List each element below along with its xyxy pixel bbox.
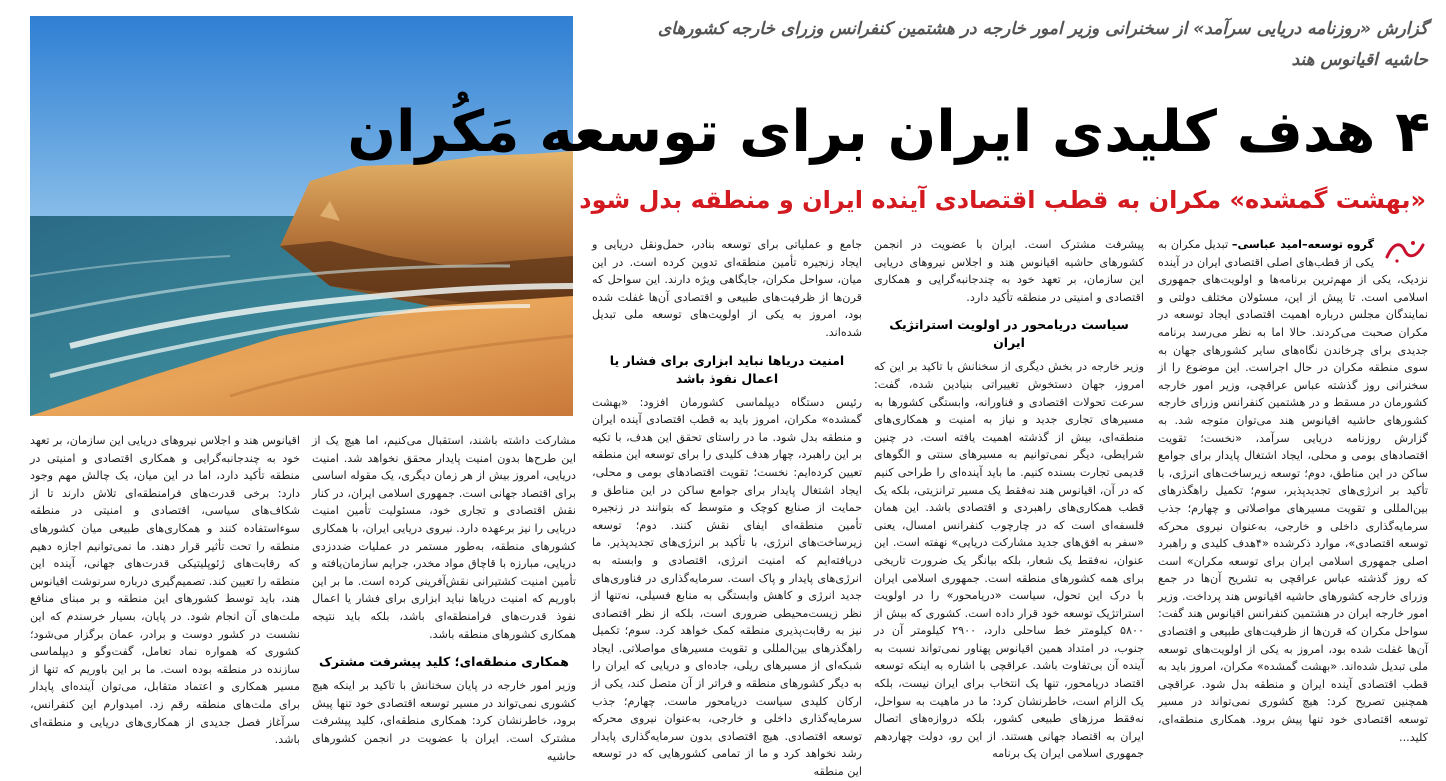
makran-coast-photo [30, 16, 573, 416]
article-headline: ۴ هدف کلیدی ایران برای توسعه مَکُران [347, 99, 1430, 165]
section-heading-regional-cooperation: همکاری منطقه‌ای؛ کلید پیشرفت مشترک [319, 654, 569, 670]
article-subheadline: «بهشت گمشده» مکران به قطب اقتصادی آینده ایران و منطقه بدل شود [579, 186, 1426, 214]
article-byline: گروه توسعه–امید عباسی– [1231, 238, 1374, 251]
newspaper-logo [1382, 236, 1428, 266]
text-column-4 [312, 432, 576, 763]
beach-cliff-image [30, 16, 573, 416]
column-2-intro: پیشرفت مشترک است. ایران با عضویت در انجمن کشورهای حاشیه اقیانوس هند و اجلاس نیروهای دریایی این سازمان، بر تعهد خود به چندجانبه‌گرایی و همکاری اقتصادی و امنیتی در منطقه تأکید دارد. [874, 238, 1144, 304]
article-preheader: گزارش «روزنامه دریایی سرآمد» از سخنرانی وزیر امور خارجه در هشتمین کنفرانس وزرای خارجه کشورهای حاشیه اقیانوس هند [657, 19, 1428, 70]
section-heading-maritime-policy: سیاست دریامحور در اولویت استراتژیک ایران [889, 317, 1129, 351]
column-3-intro: جامع و عملیاتی برای توسعه بنادر، حمل‌ونقل دریایی و ایجاد زنجیره تأمین منطقه‌ای تدوین کرده است. در این میان، سواحل مکران، جایگاهی ویژه دارند. این سواحل که قرن‌ها از ظرفیت‌های طبیعی و اقتصادی آن‌ها غفلت شده بود، امروز به یکی از اولویت‌های توسعه ملی تبدیل شده‌اند. [592, 238, 862, 339]
column-2-body: وزیر خارجه در بخش دیگری از سخنانش با تاکید بر این که امروز، جهان دستخوش تغییراتی بنیادین شده، گفت: سرعت تحولات اقتصادی و فناورانه، وابستگی کشورها به مسیرهای تجاری جدید و نیاز به امنیت و همکاری‌های منطقه‌ای، بیش از گذشته اهمیت یافته است. در چنین شرایطی، دیگر نمی‌توانیم به مسیرهای سنتی و الگوهای قدیمی تجارت بسنده کنیم. ما باید آینده‌ای را طراحی کنیم که در آن، اقیانوس هند نه‌فقط یک مسیر ترانزیتی، بلکه یک قطب همکاری‌های راهبردی و اقتصادی باشد. این همان فلسفه‌ای است که در چارچوب کنفرانس امسال، یعنی «سفر به افق‌های جدید مشارکت دریایی» نهفته است. این عنوان، نه‌فقط یک شعار، بلکه بیانگر یک ضرورت تاریخی برای همه کشورهای منطقه است. جمهوری اسلامی ایران با درک این تحول، سیاست «دریامحور» را در اولویت استراتژیک توسعه خود قرار داده است. کشوری که بیش از ۵۸۰۰ کیلومتر خط ساحلی دارد، ۲۹۰۰ کیلومتر آن در جنوب، در امتداد همین اقیانوس پهناور نمی‌تواند نسبت به آینده آن بی‌تفاوت باشد. عراقچی با اشاره به اینکه توسعه اقتصاد دریامحور، تنها یک انتخاب برای ایران نیست، بلکه یک الزام است، خاطرنشان کرد: ما در ماهیت به سواحل، نه‌فقط مرزهای طبیعی کشور، بلکه دروازه‌های اتصال ایران به اقتصاد جهانی هستند. از این رو، دولت چهاردهم جمهوری اسلامی ایران یک برنامه [874, 360, 1145, 761]
column-5-text: اقیانوس هند و اجلاس نیروهای دریایی این سازمان، بر تعهد خود به چندجانبه‌گرایی و همکاری اقتصادی و امنیتی در منطقه تأکید دارد، اما در این میان، یک چالش مهم وجود دارد: برخی قدرت‌های فرامنطقه‌ای تلاش دارند تا از شکاف‌های سیاسی، اقتصادی و امنیتی در منطقه سوءاستفاده کنند و همکاری‌های طبیعی میان کشورهای منطقه را تحت تأثیر قرار دهند. ما نمی‌توانیم اجازه دهیم که رقابت‌های ژئوپلیتیکی قدرت‌های جهانی، آینده این منطقه را تعیین کند. تصمیم‌گیری درباره سرنوشت اقیانوس هند، باید توسط کشورهای این منطقه و بر مبنای منافع ملت‌های آن انجام شود. در پایان، بسیار خرسندم که این نشست در کشور دوست و برادر، عمان برگزار می‌شود؛ کشوری که همواره نماد تعامل، گفت‌وگو و دیپلماسی سازنده در منطقه بوده است. ما بر این باوریم که تنها از مسیر همکاری و اعتماد متقابل، می‌توان آینده‌ای پایدار برای ملت‌های منطقه رقم زد. امیدوارم این کنفرانس، سرآغاز فصل جدیدی از همکاری‌های دریایی و منطقه‌ای باشد. [29, 434, 300, 747]
column-4-body: وزیر امور خارجه در پایان سخنانش با تاکید بر اینکه هیچ کشوری نمی‌تواند در مسیر توسعه اقتصادی خود تنها پیش برود، خاطرنشان کرد: همکاری منطقه‌ای، کلید پیشرفت مشترک است. ایران با عضویت در انجمن کشورهای حاشیه [312, 679, 576, 763]
column-1-text: تبدیل مکران به یکی از قطب‌های اصلی اقتصادی ایران در آینده نزدیک، یکی از مهم‌ترین برنامه‌ها و اولویت‌های جمهوری اسلامی است. تا پیش از این، مسئولان مختلف دولتی و نمایندگان مجلس درباره اهمیت اقتصادی ایجاد توسعه در مکران صحبت می‌کردند. حالا اما به نظر می‌رسد برنامه جدیدی برای چرخاندن نگاه‌های سایر کشورهای جهان به سوی منطقه مکران در حال اجراست. این موضوع را از سخنرانی روز گذشته عباس عراقچی، وزیر امور خارجه کشورمان در مسقط و در هشتمین کنفرانس وزرای خارجه کشورهای حاشیه اقیانوس هند می‌توان متوجه شد. به گزارش روزنامه دریایی سرآمد، «نخست؛ تقویت اقتصادهای بومی و محلی، ایجاد اشتغال پایدار برای جوامع ساکن در این مناطق، دوم؛ توسعه زیرساخت‌های انرژی، با تأکید بر انرژی‌های تجدیدپذیر، سوم؛ تکمیل راهگذرهای بین‌المللی و تقویت مسیرهای مواصلاتی و چهارم؛ جذب سرمایه‌گذاری داخلی و خارجی، به‌عنوان نیروی محرکه توسعه اقتصادی»، موارد ذکرشده «۴هدف کلیدی و راهبرد اصلی جمهوری اسلامی ایران برای توسعه مکران» است که روز گذشته عباس عراقچی به تشریح آن‌ها در جمع وزرای خارجه کشورهای حاشیه اقیانوس هند پرداخت. وزیر امور خارجه ایران در هشتمین کنفرانس اقیانوس هند گفت: سواحل مکران که قرن‌ها از ظرفیت‌های طبیعی و اقتصادی آن‌ها غفلت شده بود، امروز به یکی از اولویت‌های توسعه ملی تبدیل شده‌اند. «بهشت گمشده» مکران، امروز باید به قطب اقتصادی آینده ایران و منطقه بدل شود. عراقچی همچنین تصریح کرد: هیچ کشوری نمی‌تواند در مسیر توسعه اقتصادی خود تنها پیش برود. همکاری منطقه‌ای، کلید... [1158, 238, 1428, 744]
section-heading-sea-security: امنیت دریاها نباید ابزاری برای فشار یا اعمال نفوذ باشد [609, 352, 845, 386]
text-column-5 [30, 432, 300, 750]
column-4-intro: مشارکت داشته باشند، استقبال می‌کنیم، اما هیچ یک از این طرح‌ها بدون امنیت پایدار محقق نخواهد شد. امنیت دریایی، امروز بیش از هر زمان دیگری، یک مقوله اساسی برای اقتصاد جهانی است. جمهوری اسلامی ایران، در کنار نقش اقتصادی و تجاری خود، مسئولیت تأمین امنیت دریایی را نیز برعهده دارد. نیروی دریایی ایران، با همکاری کشورهای منطقه، به‌طور مستمر در عملیات ضددزدی دریایی، مبارزه با قاچاق مواد مخدر، جرایم سازمان‌یافته و تأمین امنیت کشتیرانی نقش‌آفرینی کرده است. ما بر این باوریم که امنیت دریاها نباید ابزاری برای فشار یا اعمال نفوذ قدرت‌های فرامنطقه‌ای باشد، بلکه باید نتیجه همکاری کشورهای منطقه باشد. [312, 434, 576, 641]
text-column-2 [874, 236, 1145, 761]
text-column-3 [592, 236, 862, 779]
column-3-body: رئیس دستگاه دیپلماسی کشورمان افزود: «بهشت گمشده» مکران، امروز باید به قطب اقتصادی آینده ایران و منطقه بدل شود. ما در راستای تحقق این هدف، با تکیه بر این راهبرد، چهار هدف کلیدی را برای توسعه این منطقه تعیین کرده‌ایم: نخست؛ تقویت اقتصادهای بومی و محلی، ایجاد اشتغال پایدار برای جوامع ساکن در این مناطق و حمایت از صنایع کوچک و متوسط که بتوانند در زنجیره تأمین منطقه‌ای ایفای نقش کنند. دوم؛ توسعه زیرساخت‌های انرژی، با تأکید بر انرژی‌های تجدیدپذیر. ما دریافته‌ایم که امنیت انرژی، اقتصادی و وابسته به انرژی‌های پایدار و پاک است. سرمایه‌گذاری در فناوری‌های جدید انرژی و کاهش وابستگی به منابع فسیلی، نه‌تنها از نظر زیست‌محیطی ضروری است، بلکه از نظر اقتصادی نیز به رقابت‌پذیری منطقه کمک خواهد کرد. سوم؛ تکمیل راهگذرهای بین‌المللی و تقویت مسیرهای مواصلاتی. ایجاد شبکه‌ای از مسیرهای ریلی، جاده‌ای و دریایی که ایران را به دیگر کشورهای منطقه و فراتر از آن متصل کند، یکی از ارکان کلیدی سیاست دریامحور ماست. چهارم؛ جذب سرمایه‌گذاری داخلی و خارجی، به‌عنوان نیروی محرکه توسعه اقتصادی. هیچ اقتصادی بدون سرمایه‌گذاری پایدار رشد نخواهد کرد و ما از تمامی کشورهایی که در توسعه این منطقه [592, 395, 862, 779]
text-column-1 [1158, 236, 1428, 750]
